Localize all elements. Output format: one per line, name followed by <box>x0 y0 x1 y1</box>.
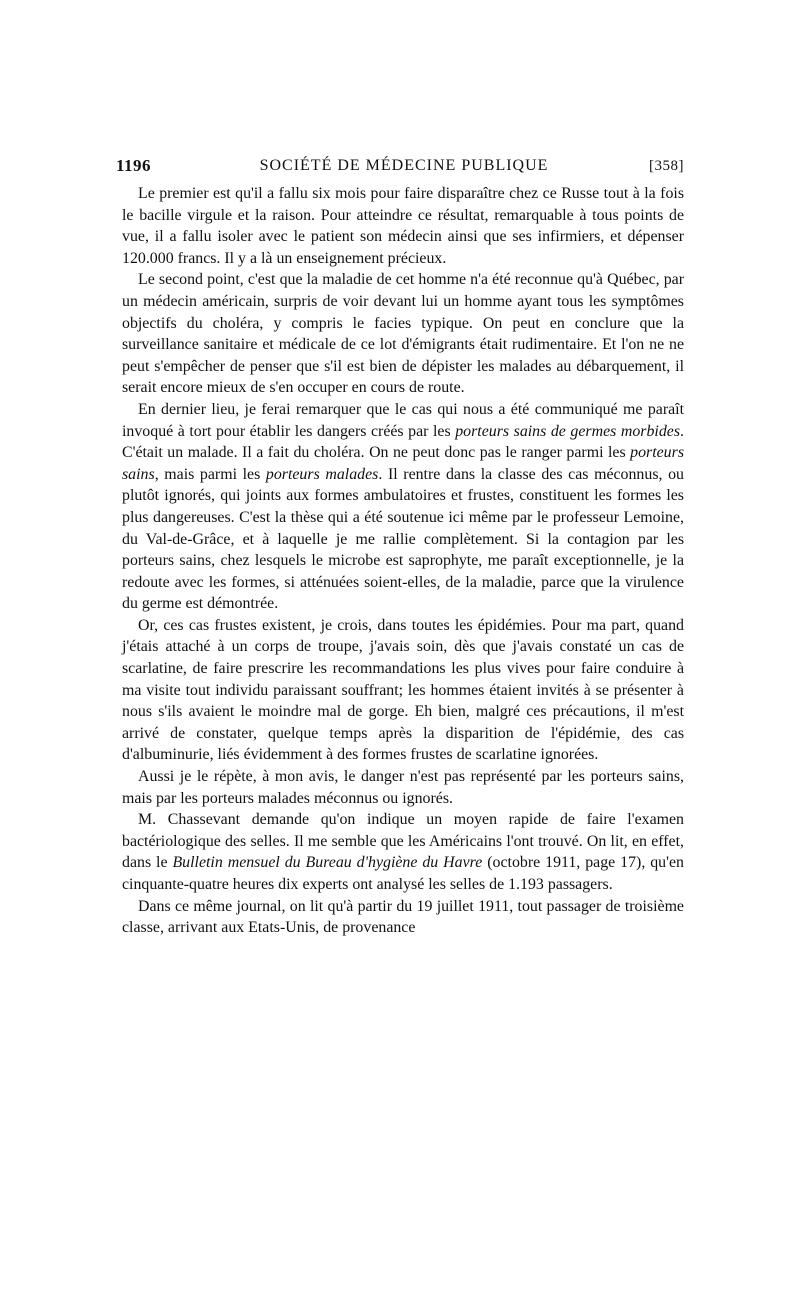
paragraph <box>122 399 684 615</box>
paragraph: Or, ces cas frustes existent, je crois, dans toutes les épidémies. Pour ma part, quand j'étais attaché à un corps de troupe, j'avais soin, dès que j'avais constaté un cas de scarlatine, de faire prescrire les recommandations les plus vives pour faire conduire à ma visite tout individu paraissant souffrant; les hommes étaient invités à se présenter à nous s'ils avaient le moindre mal de gorge. Eh bien, malgré ces précautions, il m'est arrivé de constater, quelque temps après la disparition de l'épidémie, des cas d'albuminurie, liés évidemment à des formes frustes de scarlatine ignorées. <box>122 616 684 764</box>
italic-term: porteurs sains de germes morbides <box>455 422 681 440</box>
italic-term: porteurs malades <box>265 465 379 483</box>
paragraph: Aussi je le répète, à mon avis, le danger n'est pas représenté par les porteurs sains, mais par les porteurs malades méconnus ou ignorés. <box>122 768 684 807</box>
page-number-right: [358] <box>649 158 684 174</box>
paragraph <box>122 809 684 895</box>
text-run: , mais parmi les <box>154 465 266 483</box>
page-header <box>114 156 684 182</box>
body-text <box>122 183 684 939</box>
italic-term: porteurs sains <box>122 444 684 483</box>
text-run: . Il rentre dans la classe des cas méconnus, ou plutôt ignorés, qui joints aux formes ambulatoires et frustes, constituent les formes les plus dangereuses. C'est la thèse qui a été soutenue ici même par le professeur Lemoine, du Val-de-Grâce, et à laquelle je me rallie complètement. Si la contagion par les porteurs sains, chez lesquels le microbe est saprophyte, me paraît exceptionnelle, je la redoute avec les formes, si atténuées soient-elles, de la maladie, parce que la virulence du germe est démontrée. <box>122 465 684 613</box>
text-run: En dernier lieu, je ferai remarquer que le cas qui nous a été communiqué me paraît invoqué à tort pour établir les dangers créés par les <box>122 400 684 440</box>
page-number-left: 1196 <box>116 156 152 175</box>
text-run: (octobre 1911, page 17), qu'en cinquante-quatre heures dix experts ont analysé les selles de 1.193 passagers. <box>122 854 684 893</box>
paragraph: Le second point, c'est que la maladie de cet homme n'a été reconnue qu'à Québec, par un médecin américain, surpris de voir devant lui un homme ayant tous les symptômes objectifs du choléra, y compris le facies typique. On peut en conclure que la surveillance sanitaire et médicale de ce lot d'émigrants était rudimentaire. Et l'on ne ne peut s'empêcher de penser que s'il est bien de dépister les malades au débarquement, il serait encore mieux de s'en occuper en cours de route. <box>122 271 684 397</box>
italic-journal-title: Bulletin mensuel du Bureau d'hygiène du Havre <box>172 854 483 872</box>
text-run: . C'était un malade. Il a fait du choléra. On ne peut donc pas le ranger parmi les <box>122 422 684 462</box>
text-run: M. Chassevant demande qu'on indique un moyen rapide de faire l'examen bactériologique des selles. Il me semble que les Américains l'ont trouvé. On lit, en effet, dans le <box>122 811 684 872</box>
paragraph: Le premier est qu'il a fallu six mois pour faire disparaître chez ce Russe tout à la fois le bacille virgule et la raison. Pour atteindre ce résultat, remarquable à tous points de vue, il a fallu isoler avec le patient son médecin ainsi que ses infirmiers, et dépenser 120.000 francs. Il y a là un enseignement précieux. <box>122 185 684 267</box>
paragraph: Dans ce même journal, on lit qu'à partir du 19 juillet 1911, tout passager de troisième classe, arrivant aux Etats-Unis, de provenance <box>122 897 684 937</box>
running-title: SOCIÉTÉ DE MÉDECINE PUBLIQUE <box>259 157 549 174</box>
